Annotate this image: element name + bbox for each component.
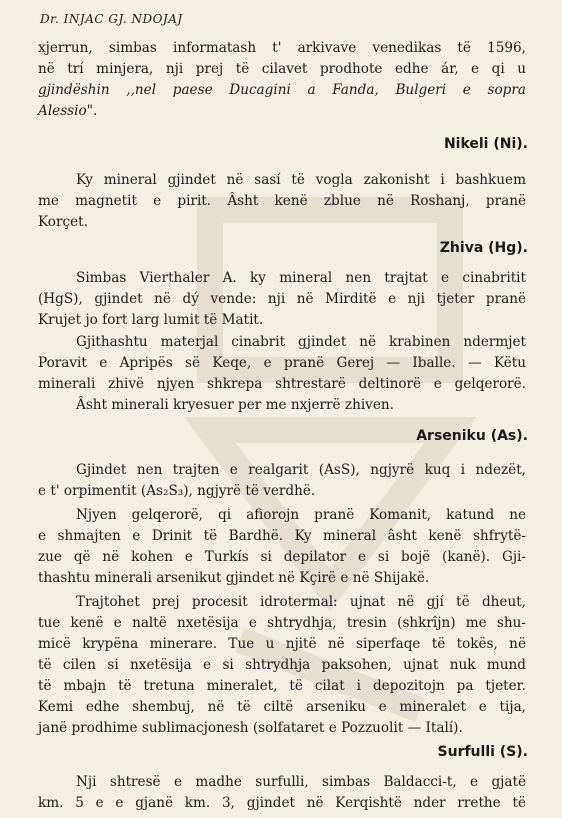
paragraph-line: Simbas Vierthaler A. ky mineral nen trajtat e cinabritit — [76, 270, 526, 286]
paragraph-line: Poravit e Apripës së Keqe, e pranë Gerej — Iballe. — Këtu — [38, 355, 526, 371]
paragraph-line: Âsht minerali kryesuer per me nxjerrë zhiven. — [76, 397, 394, 413]
paragraph-line: Nji shtresë e madhe surfulli, simbas Baldacci-t, e gjatë — [76, 774, 526, 790]
running-head: Dr. INJAC GJ. NDOJAJ — [40, 12, 183, 26]
paragraph-line: e t' orpimentit (As₂S₃), ngjyrë të verdhë. — [38, 483, 316, 499]
paragraph-line: zue që në kohen e Turkís si depilator e si bojë (kanë). Gji- — [38, 549, 526, 565]
section-heading-arseniku: Arseniku (As). — [416, 428, 528, 444]
intro-line: gjindëshin ,,nel paese Ducagini a Fanda, Bulgeri e sopra — [38, 82, 526, 98]
intro-line: Alessio". — [38, 103, 98, 119]
paragraph-line: Krujet jo fort larg lumit të Matit. — [38, 312, 264, 328]
paragraph-line: të mbajn të tretuna mineralet, të cilat i depozitojn pa tjeter. — [38, 678, 526, 694]
paragraph-line: Kemi edhe shembuj, në të ciltë arseniku e mineralet e tija, — [38, 699, 526, 715]
paragraph-line: thashtu minerali arsenikut gjindet në Kçirë e në Shijakë. — [38, 570, 430, 586]
section-heading-nikeli: Nikeli (Ni). — [443, 136, 528, 152]
paragraph-line: Ky mineral gjindet në sasí të vogla zakonisht i bashkuem — [76, 172, 526, 188]
paragraph-line: (HgS), gjindet në dý vende: nji në Mirditë e nji tjeter pranë — [38, 291, 526, 307]
intro-line: në trí minjera, nji prej të cilavet prodhote edhe ár, e qi u — [38, 61, 526, 77]
paragraph-line: janë prodhime sublimacjonesh (solfataret e Pozzuolit — Italí). — [38, 720, 463, 736]
paragraph-line: minerali zhivë njyen shkrepa shtrestarë deltinorë e gelqerorë. — [38, 376, 526, 392]
paragraph-line: Gjindet nen trajten e realgarit (AsS), ngjyrë kuq i ndezët, — [76, 462, 526, 478]
section-heading-zhiva: Zhiva (Hg). — [439, 240, 528, 256]
paragraph-line: e shmajten e Drinit të Bardhë. Ky mineral âsht kenë shfrytë- — [38, 528, 526, 544]
intro-line: xjerrun, simbas informatash t' arkivave venedikas të 1596, — [38, 40, 526, 56]
paragraph-line: km. 5 e e gjanë km. 3, gjindet në Kerqishtë nder rrethe të — [38, 795, 526, 811]
section-heading-surfulli: Surfulli (S). — [437, 744, 528, 760]
paragraph-line: Njyen gelqerorë, qi afiorojn pranë Komanit, katund ne — [76, 507, 526, 523]
paragraph-line: me magnetit e pirit. Âsht kenë zblue në Roshanj, pranë — [38, 193, 526, 209]
paragraph-line: tue kenë e naltë nxetësija e shtrydhja, tresin (shkrîjn) me shu- — [38, 615, 526, 631]
paragraph-line: Gjithashtu materjal cinabrit gjindet në krabinen ndermjet — [76, 334, 526, 350]
paragraph-line: Trajtohet prej procesit idrotermal: ujnat në gjí të dheut, — [76, 594, 526, 610]
paragraph-line: të cilen si nxetësija e si shtrydhja paksohen, ujnat nuk mund — [38, 657, 526, 673]
paragraph-line: Korçet. — [38, 214, 88, 230]
paragraph-line: micë krypëna minerare. Tue u njitë në siperfaqe të tokës, në — [38, 636, 526, 652]
